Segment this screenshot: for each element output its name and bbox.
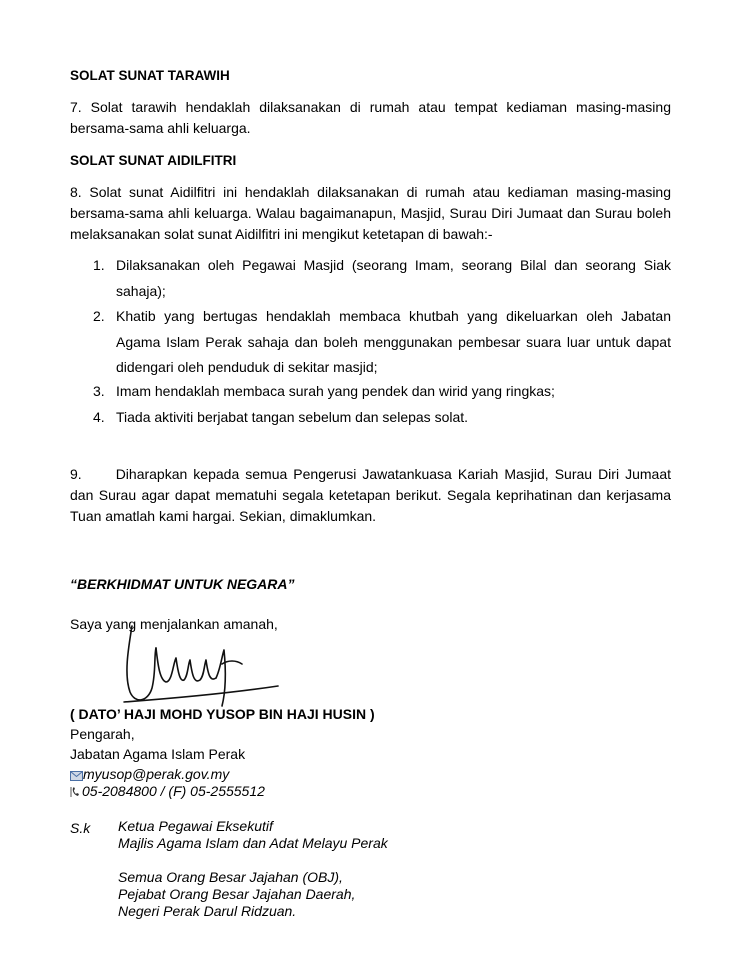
cc-group-2 [118,869,355,920]
cc-line: Semua Orang Besar Jajahan (OBJ), [118,869,343,885]
list-text: Khatib yang bertugas hendaklah membaca khutbah yang dikeluarkan oleh Jabatan Agama Islam Perak sahaja dan boleh menggunakan pembesar suara luar untuk dapat didengari oleh penduduk di sekitar masjid; [116,308,671,375]
signoff: Saya yang menjalankan amanah, [70,616,278,632]
list-text: Imam hendaklah membaca surah yang pendek dan wirid yang ringkas; [116,383,555,399]
cc-label: S.k [70,820,91,836]
paragraph-9-number: 9. [70,466,82,482]
list-number: 2. [93,308,105,324]
phone-icon [70,783,82,803]
paragraph-9-first-line: Diharapkan kepada semua Pengerusi Jawatankuasa Kariah Masjid, Surau Diri Jumaat [115,466,671,482]
list-text: Dilaksanakan oleh Pegawai Masjid (seorang Imam, seorang Bilal dan seorang Siak sahaja); [116,257,671,299]
list-number: 1. [93,257,105,273]
cc-line: Pejabat Orang Besar Jajahan Daerah, [118,886,356,902]
list-item [93,405,671,431]
signatory-title: Pengarah, [70,726,135,742]
paragraph-8: 8. Solat sunat Aidilfitri ini hendaklah dilaksanakan di rumah atau kediaman masing-masing bersama-sama ahli keluarga. Walau bagaimanapun, Masjid, Surau Diri Jumaat dan Surau boleh melaksanakan solat sunat Aidilfitri ini mengikut ketetapan di bawah:- [70,184,671,242]
paragraph-7: 7. Solat tarawih hendaklah dilaksanakan di rumah atau tempat kediaman masing-masing bersama-sama ahli keluarga. [70,99,671,136]
paragraph-9-rest: dan Surau agar dapat mematuhi segala ketetapan berikut. Segala keprihatinan dan kerjasama Tuan amatlah kami hargai. Sekian, dimaklumkan. [70,487,671,524]
cc-line: Negeri Perak Darul Ridzuan. [118,903,297,919]
cc-group-1 [118,818,388,852]
signatory-department: Jabatan Agama Islam Perak [70,746,246,762]
list-item [93,379,671,405]
cc-line: Majlis Agama Islam dan Adat Melayu Perak [118,835,388,851]
motto: “BERKHIDMAT UNTUK NEGARA” [70,576,295,592]
email-link[interactable]: myusop@perak.gov.my [83,766,230,782]
signature [118,620,288,720]
list-item [93,253,671,304]
cc-line: Ketua Pegawai Eksekutif [118,818,273,834]
heading-aidilfitri: SOLAT SUNAT AIDILFITRI [70,153,237,168]
phone-number: 05-2084800 / (F) 05-2555512 [82,783,265,799]
list-number: 3. [93,383,105,399]
list-number: 4. [93,409,105,425]
list-text: Tiada aktiviti berjabat tangan sebelum dan selepas solat. [116,409,469,425]
signatory-phone-line [70,781,265,803]
signatory-name: ( DATO’ HAJI MOHD YUSOP BIN HAJI HUSIN ) [70,706,375,722]
list-item [93,304,671,381]
paragraph-9 [70,464,671,527]
heading-tarawih: SOLAT SUNAT TARAWIH [70,68,230,83]
